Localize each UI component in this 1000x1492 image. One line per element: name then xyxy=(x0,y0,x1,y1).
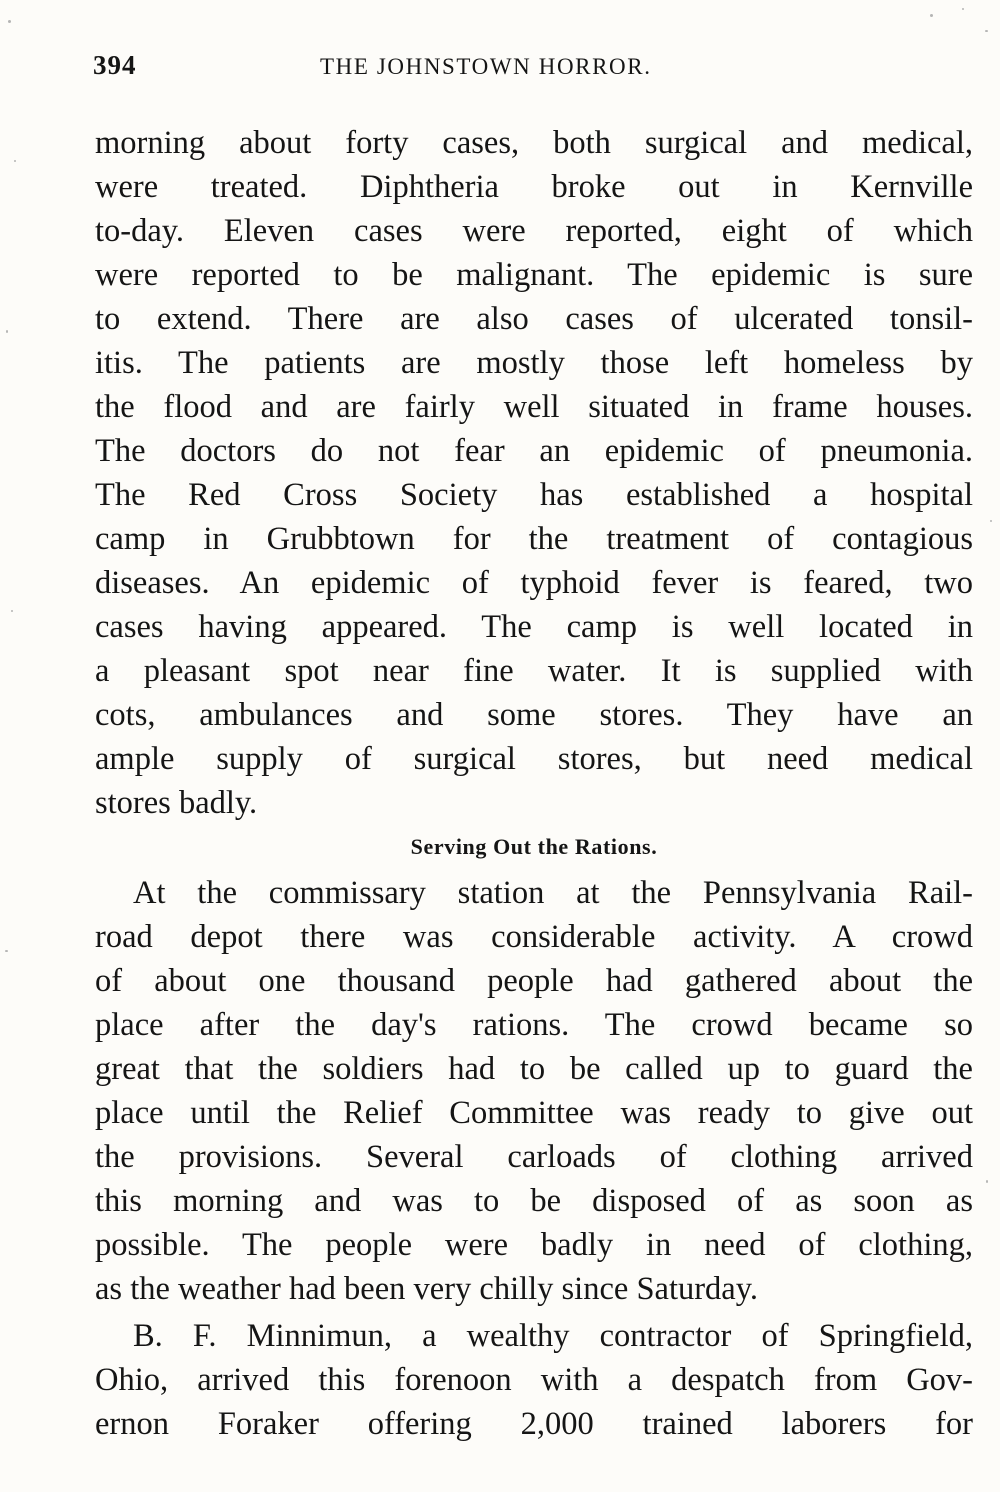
text-line: The Red Cross Society has established a hospital xyxy=(95,477,973,513)
text-line: ernon Foraker offering 2,000 trained laborers for xyxy=(95,1406,973,1442)
text-line: the flood and are fairly well situated in frame houses. xyxy=(95,389,973,425)
page-number: 394 xyxy=(93,50,137,80)
text-line: itis. The patients are mostly those left homeless by xyxy=(95,345,973,381)
scan-speck xyxy=(8,20,11,23)
text-line: ample supply of surgical stores, but need medical xyxy=(95,741,973,777)
scan-speck xyxy=(6,330,8,333)
text-line: the provisions. Several carloads of clothing arrived xyxy=(95,1139,973,1175)
text-line: great that the soldiers had to be called up to guard the xyxy=(95,1051,973,1087)
scan-speck xyxy=(11,610,13,612)
text-line: place until the Relief Committee was ready to give out xyxy=(95,1095,973,1131)
text-line: Ohio, arrived this forenoon with a despatch from Gov- xyxy=(95,1362,973,1398)
text-line: cots, ambulances and some stores. They have an xyxy=(95,697,973,733)
text-line: as the weather had been very chilly since Saturday. xyxy=(95,1271,758,1307)
scan-speck xyxy=(986,1180,988,1183)
text-line: cases having appeared. The camp is well located in xyxy=(95,609,973,645)
scan-speck xyxy=(14,160,16,162)
text-line: to-day. Eleven cases were reported, eight of which xyxy=(95,213,973,249)
scan-speck xyxy=(962,8,964,10)
running-title: THE JOHNSTOWN HORROR. xyxy=(320,54,652,79)
section-subheading: Serving Out the Rations. xyxy=(410,834,658,859)
text-line: At the commissary station at the Pennsylvania Rail- xyxy=(133,875,973,911)
scan-speck xyxy=(990,520,992,522)
text-line: road depot there was considerable activity. A crowd xyxy=(95,919,973,955)
scan-speck xyxy=(930,14,933,17)
text-line: possible. The people were badly in need of clothing, xyxy=(95,1227,973,1263)
text-line: camp in Grubbtown for the treatment of contagious xyxy=(95,521,973,557)
page-header xyxy=(93,50,975,90)
text-line: morning about forty cases, both surgical and medical, xyxy=(95,125,973,161)
text-line: B. F. Minnimun, a wealthy contractor of Springfield, xyxy=(133,1318,973,1354)
text-line: place after the day's rations. The crowd became so xyxy=(95,1007,973,1043)
scan-speck xyxy=(985,30,988,32)
text-line: diseases. An epidemic of typhoid fever is feared, two xyxy=(95,565,973,601)
scan-speck xyxy=(5,950,8,952)
text-line: stores badly. xyxy=(95,785,258,821)
text-line: this morning and was to be disposed of as soon as xyxy=(95,1183,973,1219)
text-line: of about one thousand people had gathered about the xyxy=(95,963,973,999)
text-line: were treated. Diphtheria broke out in Kernville xyxy=(95,169,973,205)
text-line: to extend. There are also cases of ulcerated tonsil- xyxy=(95,301,973,337)
text-line: The doctors do not fear an epidemic of pneumonia. xyxy=(95,433,973,469)
text-line: were reported to be malignant. The epidemic is sure xyxy=(95,257,973,293)
text-line: a pleasant spot near fine water. It is supplied with xyxy=(95,653,973,689)
